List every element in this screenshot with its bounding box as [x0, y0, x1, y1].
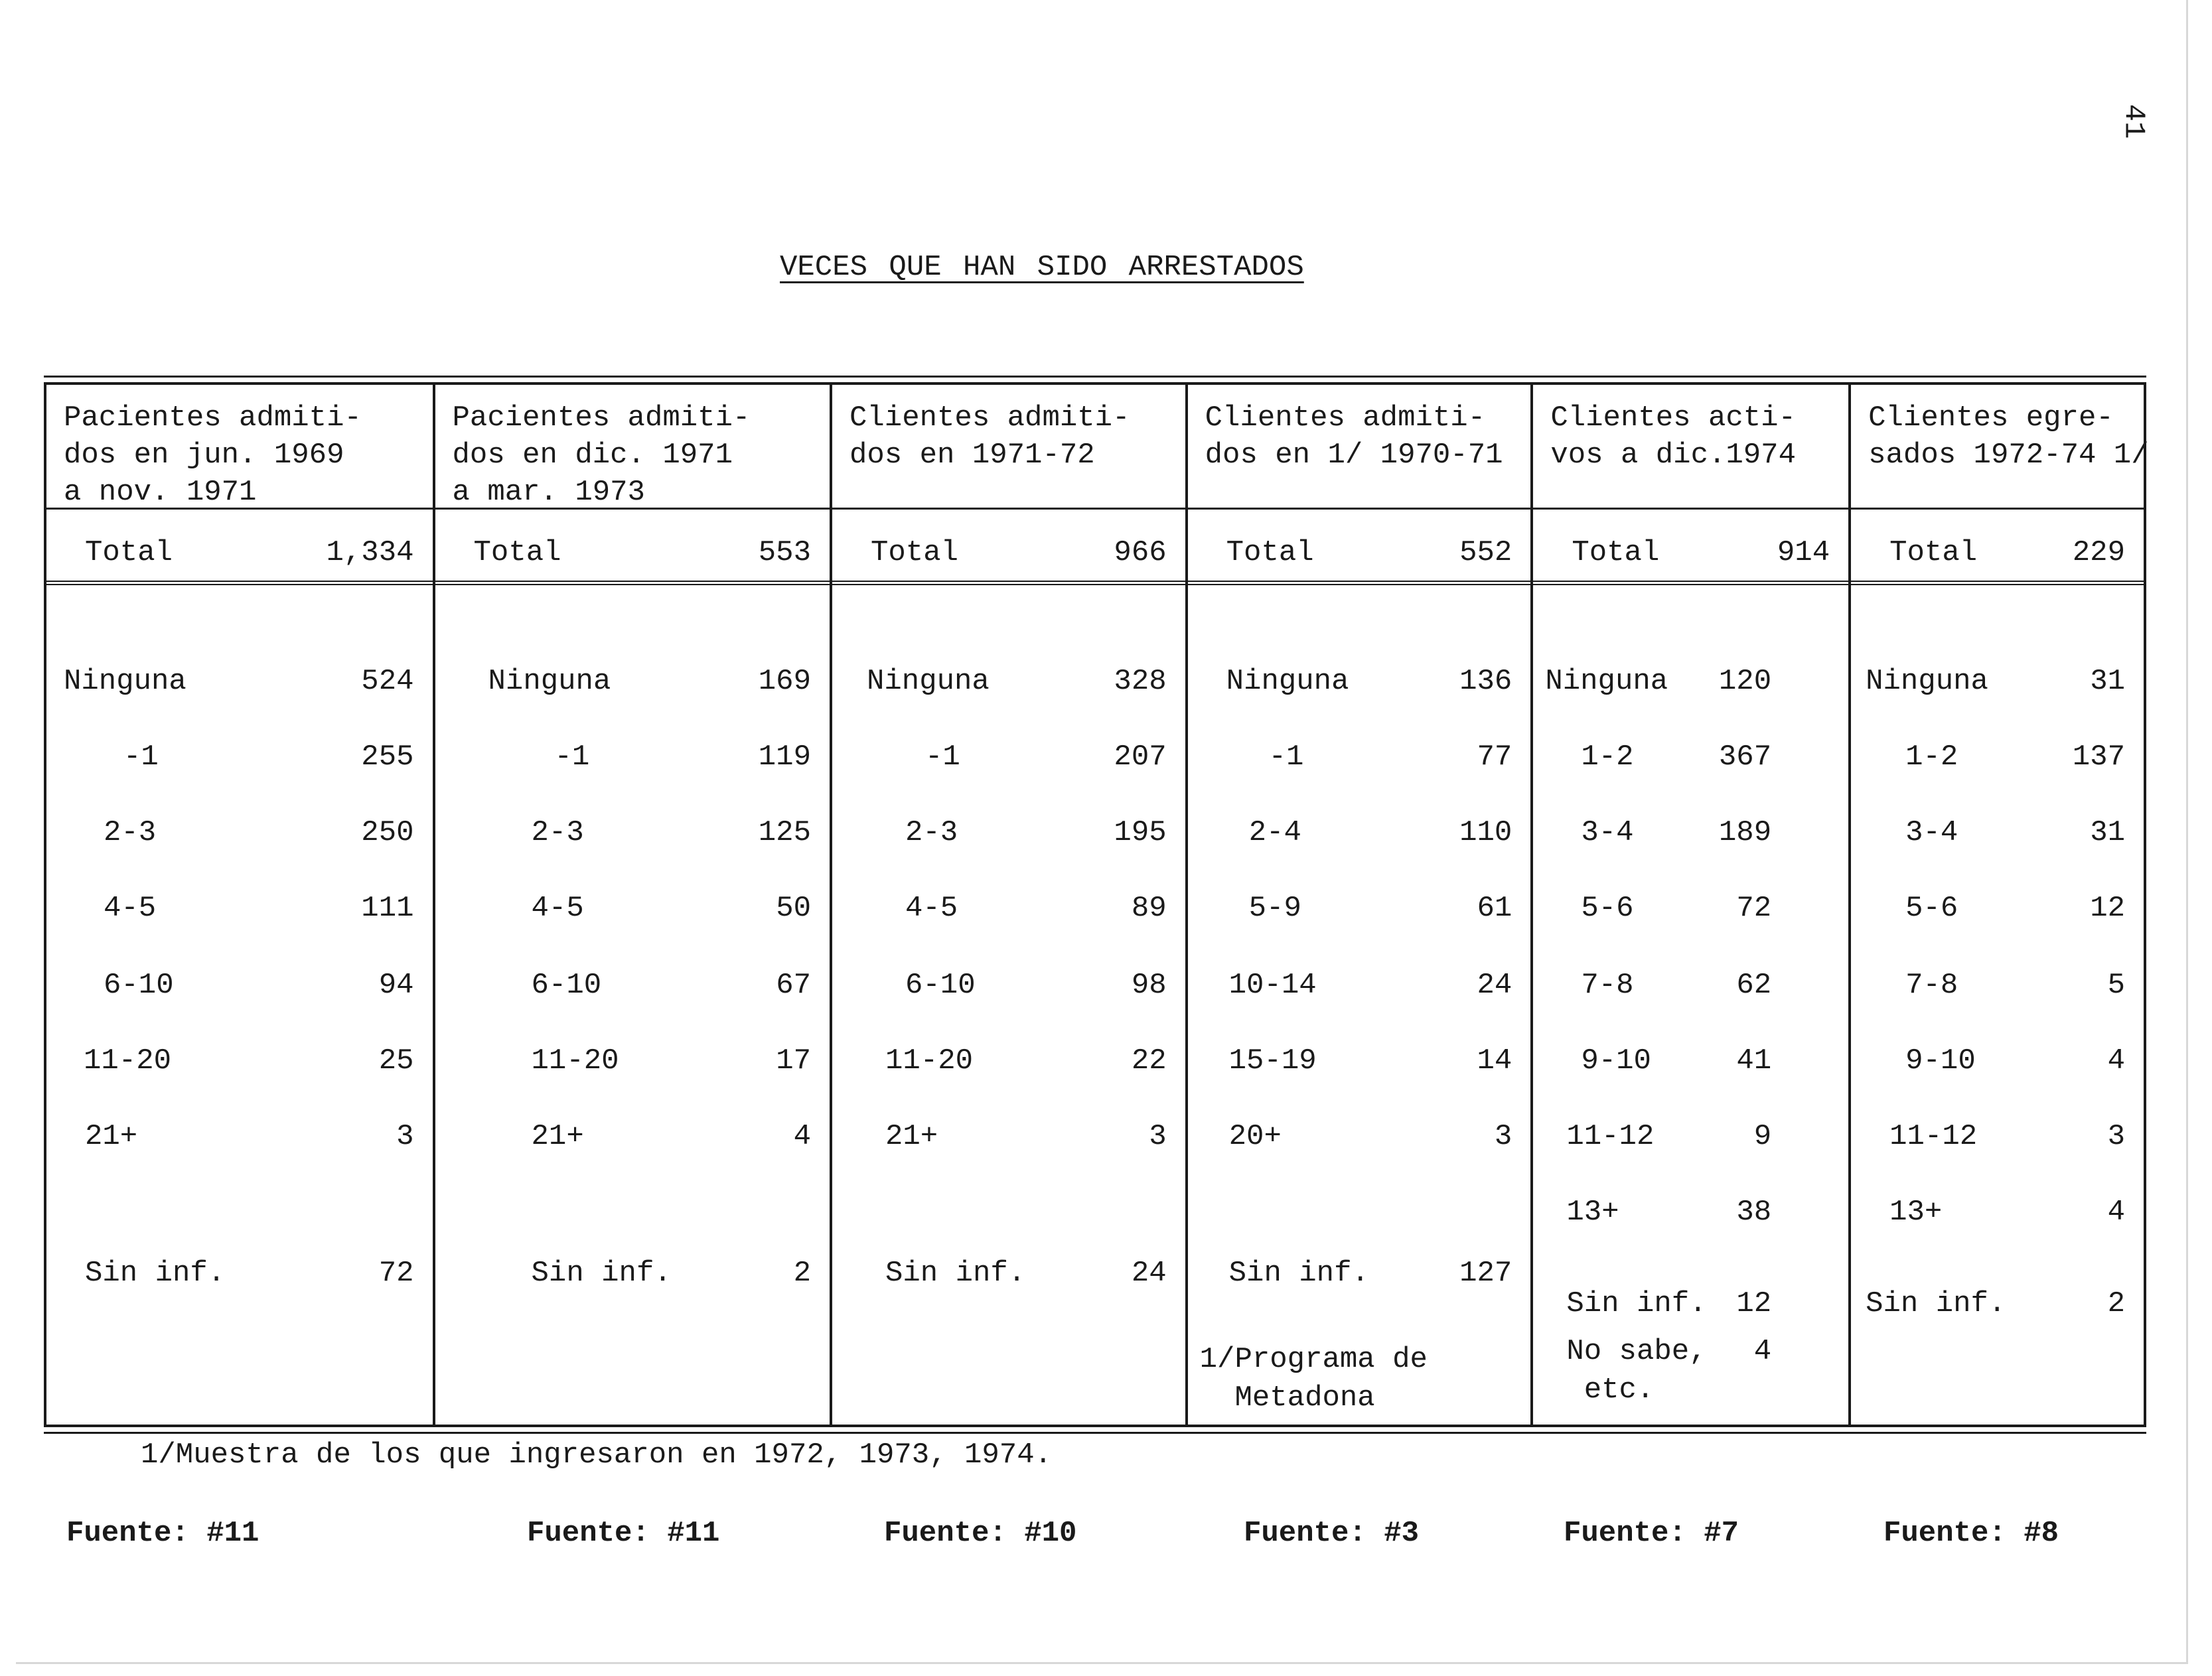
row-value: 94	[378, 969, 414, 1002]
total-row	[435, 510, 830, 585]
row-label: 5-9	[1248, 892, 1301, 925]
row-label: 11-20	[84, 1044, 172, 1078]
row-value: 195	[1114, 816, 1167, 849]
table-row	[46, 740, 433, 780]
row-label: Ninguna	[1866, 665, 1988, 698]
table-row	[1188, 816, 1531, 856]
row-value: 3	[396, 1120, 414, 1153]
page-number: 41	[2116, 104, 2150, 139]
row-label: 20+	[1228, 1120, 1282, 1153]
total-label: Total	[473, 536, 561, 569]
table-row	[1851, 969, 2144, 1009]
row-value: 4	[2107, 1044, 2125, 1078]
table-row	[832, 1044, 1185, 1084]
table-row	[1188, 740, 1531, 780]
row-value: 5	[2107, 969, 2125, 1002]
row-label: 13+	[1566, 1196, 1619, 1229]
table-row	[435, 1257, 830, 1296]
table-row	[1533, 816, 1848, 856]
table-column-3	[830, 385, 1185, 1425]
total-value: 229	[2072, 536, 2125, 569]
row-label: 3-4	[1905, 816, 1958, 849]
source-label: Fuente: #7	[1564, 1517, 1739, 1550]
row-label: Sin inf.	[1228, 1257, 1369, 1290]
total-row	[1533, 510, 1848, 585]
row-value: 189	[1718, 816, 1772, 849]
table-column-5	[1530, 385, 1848, 1425]
row-value: 24	[1131, 1257, 1167, 1290]
row-label: 21+	[85, 1120, 138, 1153]
row-label: 9-10	[1905, 1044, 1976, 1078]
row-value: 4	[793, 1120, 811, 1153]
row-value: 4	[2107, 1196, 2125, 1229]
total-value: 553	[758, 536, 811, 569]
row-value: 524	[361, 665, 414, 698]
row-value: 89	[1131, 892, 1167, 925]
table-column-2	[433, 385, 830, 1425]
row-value: 3	[1149, 1120, 1167, 1153]
row-label: Ninguna	[1226, 665, 1349, 698]
row-label: 4-5	[905, 892, 958, 925]
row-value: 22	[1131, 1044, 1167, 1078]
total-row	[832, 510, 1185, 585]
table-row	[1188, 892, 1531, 932]
row-value: 125	[758, 816, 811, 849]
total-label: Total	[85, 536, 173, 569]
arrests-table	[44, 382, 2149, 1427]
table-row	[832, 1257, 1185, 1296]
total-value: 1,334	[326, 536, 414, 569]
row-value: 3	[1494, 1120, 1512, 1153]
table-row	[832, 665, 1185, 705]
column-header: Pacientes admiti- dos en jun. 1969 a nov. 1971	[46, 385, 433, 510]
cell-note: 1/Programa de Metadona	[1199, 1343, 1428, 1415]
row-label: 6-10	[531, 969, 602, 1002]
row-value: 127	[1459, 1257, 1512, 1290]
row-value: 9	[1753, 1120, 1772, 1153]
row-label: No sabe,	[1566, 1335, 1707, 1368]
row-label: 2-3	[531, 816, 584, 849]
table-row	[1188, 1257, 1531, 1296]
row-label: 11-12	[1566, 1120, 1655, 1153]
row-label: 3-4	[1581, 816, 1634, 849]
table-column-1	[46, 385, 433, 1425]
total-label: Total	[1226, 536, 1314, 569]
row-label: Ninguna	[867, 665, 990, 698]
row-value: 41	[1736, 1044, 1772, 1078]
row-value: 110	[1459, 816, 1512, 849]
table-row	[1851, 1287, 2144, 1327]
row-label: 2-3	[104, 816, 157, 849]
table-row	[832, 816, 1185, 856]
table-row	[1533, 969, 1848, 1009]
table-footnote: 1/Muestra de los que ingresaron en 1972, 1973, 1974.	[141, 1438, 1053, 1472]
row-value: 169	[758, 665, 811, 698]
table-row	[46, 665, 433, 705]
table-row	[1533, 665, 1848, 705]
row-label: -1	[1268, 740, 1304, 774]
row-value: 136	[1459, 665, 1512, 698]
row-value: 31	[2090, 816, 2125, 849]
row-value: 25	[378, 1044, 414, 1078]
row-value: 72	[378, 1257, 414, 1290]
row-label: -1	[554, 740, 590, 774]
row-label: 11-20	[531, 1044, 619, 1078]
table-row	[435, 969, 830, 1009]
table-row	[1188, 665, 1531, 705]
row-label: Ninguna	[64, 665, 186, 698]
row-value: 67	[776, 969, 811, 1002]
table-column-4	[1185, 385, 1531, 1425]
row-value: 119	[758, 740, 811, 774]
total-value: 966	[1114, 536, 1167, 569]
row-label: -1	[925, 740, 960, 774]
total-label: Total	[871, 536, 959, 569]
row-label: 5-6	[1581, 892, 1634, 925]
table-row	[1851, 892, 2144, 932]
row-label: 15-19	[1228, 1044, 1317, 1078]
table-row	[435, 740, 830, 780]
table-row	[1533, 1335, 1848, 1375]
row-label: 5-6	[1905, 892, 1958, 925]
table-row	[435, 1044, 830, 1084]
total-label: Total	[1889, 536, 1978, 569]
table-row	[832, 892, 1185, 932]
row-label: 21+	[531, 1120, 584, 1153]
source-label: Fuente: #3	[1244, 1517, 1420, 1550]
row-label: Ninguna	[1545, 665, 1668, 698]
column-header: Pacientes admiti- dos en dic. 1971 a mar. 1973	[435, 385, 830, 510]
row-label: Sin inf.	[1866, 1287, 2006, 1320]
table-row	[1851, 665, 2144, 705]
table-row	[435, 665, 830, 705]
row-value: 31	[2090, 665, 2125, 698]
row-label: Sin inf.	[1566, 1287, 1707, 1320]
row-value: 4	[1753, 1335, 1772, 1368]
table-row	[832, 1120, 1185, 1160]
row-value: 12	[1736, 1287, 1772, 1320]
table-row	[1851, 740, 2144, 780]
table-row	[46, 1257, 433, 1296]
row-value: 2	[2107, 1287, 2125, 1320]
page-title	[780, 251, 1304, 284]
table-row	[1188, 1120, 1531, 1160]
row-value: 111	[361, 892, 414, 925]
row-value: 24	[1477, 969, 1512, 1002]
table-row	[1188, 969, 1531, 1009]
row-label: 6-10	[104, 969, 174, 1002]
row-value: 98	[1131, 969, 1167, 1002]
table-row	[46, 892, 433, 932]
row-label: 11-12	[1889, 1120, 1978, 1153]
row-label: Ninguna	[488, 665, 611, 698]
row-label: Sin inf.	[531, 1257, 672, 1290]
title-text: VECES QUE HAN SIDO ARRESTADOS	[780, 251, 1304, 284]
column-header: Clientes acti- vos a dic.1974	[1533, 385, 1848, 510]
table-row	[832, 740, 1185, 780]
table-row	[1188, 1044, 1531, 1084]
table-row	[1851, 816, 2144, 856]
total-label: Total	[1572, 536, 1660, 569]
row-label: 21+	[885, 1120, 938, 1153]
table-row	[435, 892, 830, 932]
column-header: Clientes admiti- dos en 1/ 1970-71	[1188, 385, 1531, 510]
total-row	[1188, 510, 1531, 585]
table-row	[435, 816, 830, 856]
table-row	[1533, 1120, 1848, 1160]
table-row	[46, 1120, 433, 1160]
row-label: 4-5	[104, 892, 157, 925]
row-label: Sin inf.	[885, 1257, 1026, 1290]
column-header: Clientes egre- sados 1972-74 1/	[1851, 385, 2144, 510]
table-row	[832, 969, 1185, 1009]
row-value: 14	[1477, 1044, 1512, 1078]
table-row	[1851, 1044, 2144, 1084]
table-row	[46, 1044, 433, 1084]
row-value: 250	[361, 816, 414, 849]
row-value: 62	[1736, 969, 1772, 1002]
row-value: 72	[1736, 892, 1772, 925]
row-label: 4-5	[531, 892, 584, 925]
table-row	[1851, 1120, 2144, 1160]
row-label: -1	[123, 740, 159, 774]
source-label: Fuente: #8	[1883, 1517, 2059, 1550]
row-value: 38	[1736, 1196, 1772, 1229]
row-label: 1-2	[1905, 740, 1958, 774]
row-label: 2-3	[905, 816, 958, 849]
row-label: 10-14	[1228, 969, 1317, 1002]
table-row	[1533, 1044, 1848, 1084]
total-value: 552	[1459, 536, 1512, 569]
table-row	[1533, 1196, 1848, 1235]
row-value: 17	[776, 1044, 811, 1078]
row-label: 7-8	[1581, 969, 1634, 1002]
total-value: 914	[1777, 536, 1830, 569]
table-row	[46, 969, 433, 1009]
row-value: 137	[2072, 740, 2125, 774]
row-value: 61	[1477, 892, 1512, 925]
row-value: 3	[2107, 1120, 2125, 1153]
total-row	[46, 510, 433, 585]
row-value: 255	[361, 740, 414, 774]
source-label: Fuente: #11	[527, 1517, 720, 1550]
source-label: Fuente: #10	[884, 1517, 1077, 1550]
row-label: 1-2	[1581, 740, 1634, 774]
row-value: 328	[1114, 665, 1167, 698]
row-value: 77	[1477, 740, 1512, 774]
row-value: 50	[776, 892, 811, 925]
row-label: 2-4	[1248, 816, 1301, 849]
row-label: 11-20	[885, 1044, 974, 1078]
total-row	[1851, 510, 2144, 585]
table-row	[1851, 1196, 2144, 1235]
row-value: 120	[1718, 665, 1772, 698]
row-label: Sin inf.	[85, 1257, 226, 1290]
row-value: 207	[1114, 740, 1167, 774]
row-label: 13+	[1889, 1196, 1943, 1229]
cell-note: etc.	[1566, 1373, 1655, 1407]
row-label: 6-10	[905, 969, 976, 1002]
source-label: Fuente: #11	[66, 1517, 259, 1550]
row-value: 367	[1718, 740, 1772, 774]
row-label: 9-10	[1581, 1044, 1651, 1078]
sources-row	[66, 1517, 2124, 1557]
table-column-6	[1848, 385, 2149, 1425]
table-row	[1533, 1287, 1848, 1327]
table-row	[1533, 740, 1848, 780]
row-label: 7-8	[1905, 969, 1958, 1002]
column-header: Clientes admiti- dos en 1971-72	[832, 385, 1185, 510]
row-value: 2	[793, 1257, 811, 1290]
table-row	[1533, 892, 1848, 932]
row-value: 12	[2090, 892, 2125, 925]
table-row	[435, 1120, 830, 1160]
table-row	[46, 816, 433, 856]
